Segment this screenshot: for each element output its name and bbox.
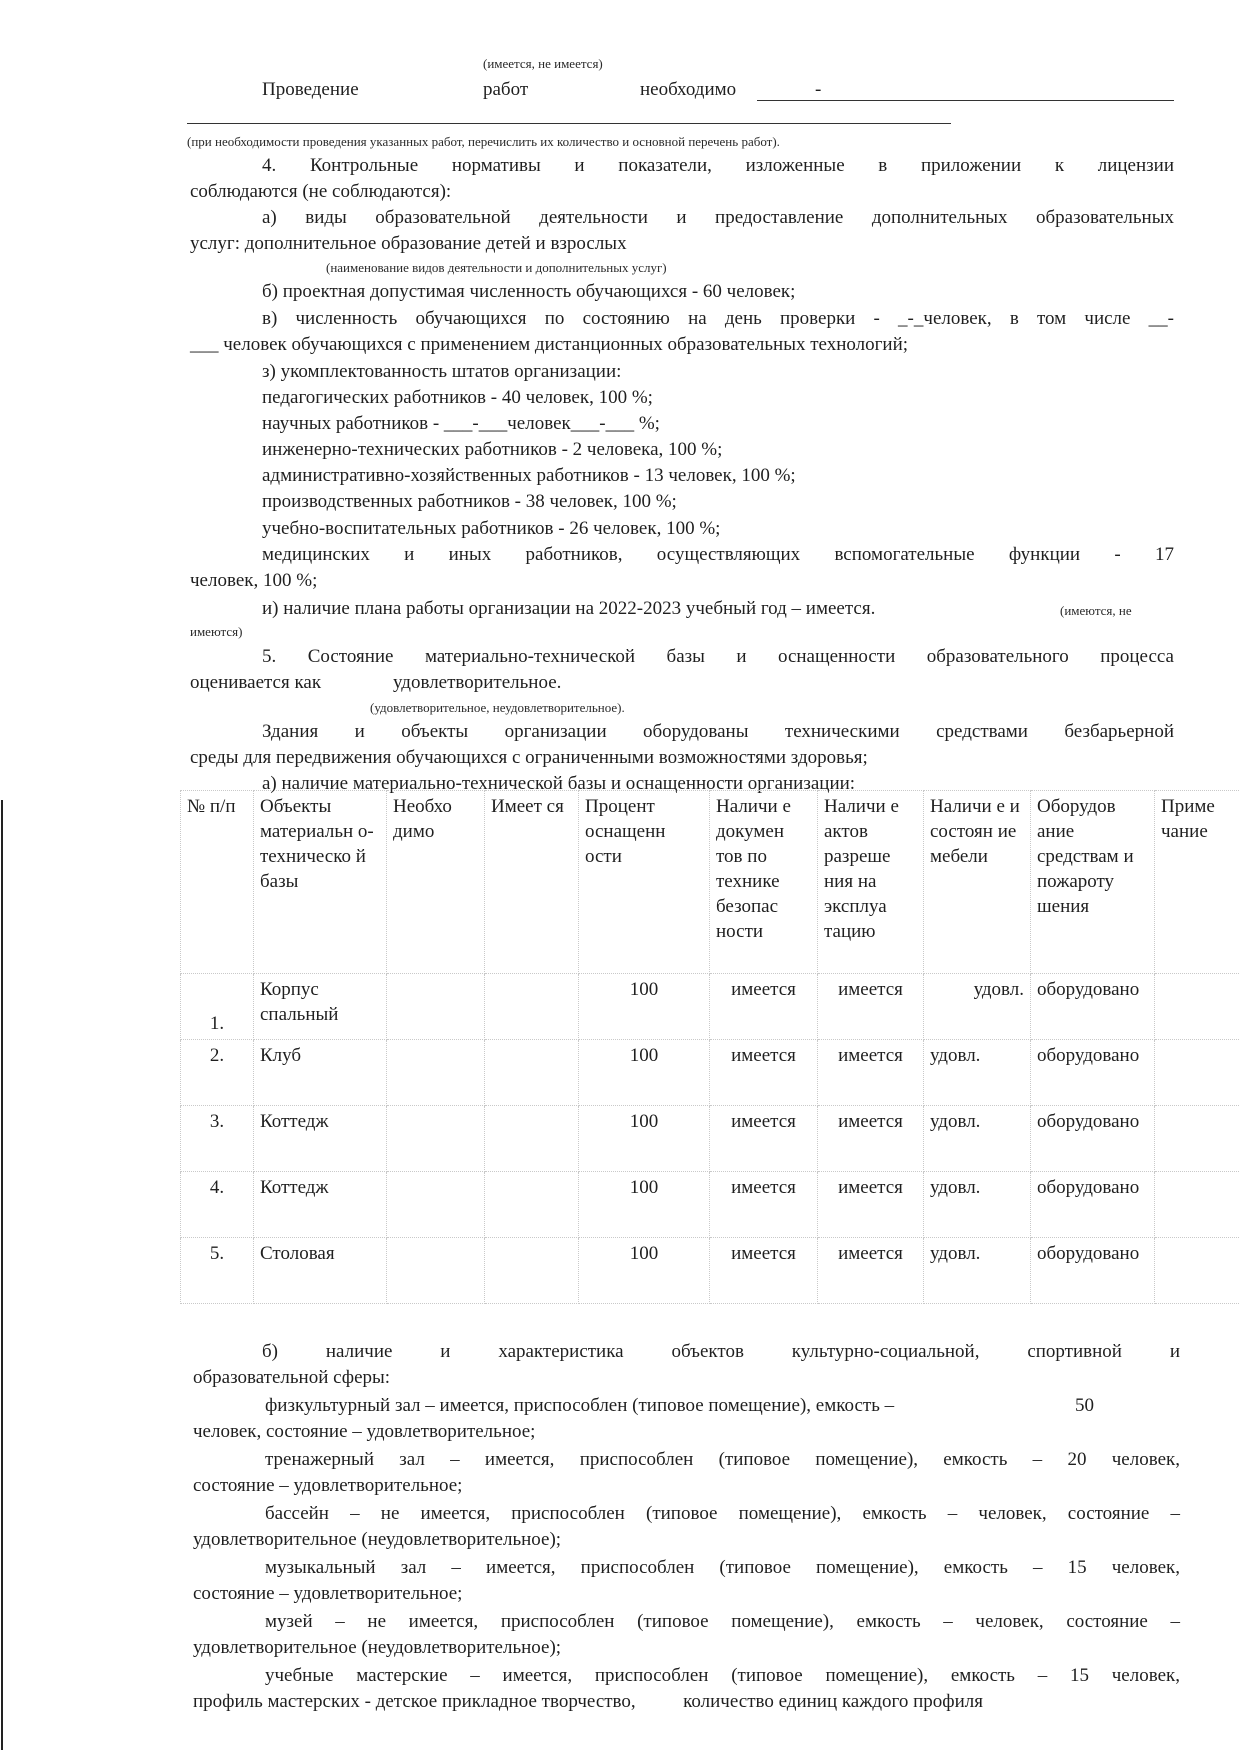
section5-line1: 5. Состояние материально-технической базы и оснащенности образовательного процесса [262,646,1174,667]
section4-i-line: и) наличие плана работы организации на 2022-2023 учебный год – имеется. [262,598,876,619]
facility-museum-line1: музей – не имеется, приспособлен (типовое помещение), емкость – человек, состояние – [265,1611,1180,1632]
caption-available: (имеется, не имеется) [483,56,603,71]
facility-gym-capacity: 50 [1075,1395,1094,1416]
row-number: 5. [181,1238,254,1304]
needed-label: необходимо [640,79,737,100]
section-b-heading-line2: образовательной сферы: [193,1367,391,1388]
header-note: Приме чание [1155,791,1240,974]
facility-pool-line2: удовлетворительное (неудовлетворительное); [193,1529,562,1550]
row-has [485,1040,579,1106]
row-safety-docs: имеется [710,1238,818,1304]
row-percent: 100 [579,974,710,1040]
header-has: Имеет ся [485,791,579,974]
staff-engineering: инженерно-технических работников - 2 человека, 100 %; [262,439,723,460]
facility-workshops-line2: профиль мастерских - детское прикладное творчество, количество единиц каждого профиля [193,1691,983,1712]
section5-caption: (удовлетворительное, неудовлетворительное). [370,700,625,715]
header-needed: Необхо димо [387,791,485,974]
table-row [181,1172,1240,1238]
row-has [485,1238,579,1304]
row-has [485,1106,579,1172]
header-furniture: Наличи е и состоян ие мебели [924,791,1031,974]
section4-a-line2: услуг: дополнительное образование детей и взрослых [190,233,627,254]
row-permit-acts: имеется [818,1238,924,1304]
conduct-label: Проведение [262,79,359,100]
row-furniture: удовл. [924,1172,1031,1238]
section4-intro-line2: соблюдаются (не соблюдаются): [190,181,452,202]
row-note [1155,1106,1240,1172]
table-row [181,1106,1240,1172]
section4-intro-line1: 4. Контрольные нормативы и показатели, изложенные в приложении к лицензии [262,155,1174,176]
row-permit-acts: имеется [818,974,924,1040]
row-percent: 100 [579,1040,710,1106]
facility-workshops-line1: учебные мастерские – имеется, приспособлен (типовое помещение), емкость – 15 человек, [265,1665,1180,1686]
section4-i-caption-a: (имеются, не [1060,603,1132,618]
row-fire-equipment: оборудовано [1031,1106,1155,1172]
row-number: 2. [181,1040,254,1106]
row-object: Коттедж [254,1106,387,1172]
table-row [181,974,1240,1040]
row-furniture: удовл. [924,1106,1031,1172]
table-row [181,1040,1240,1106]
staff-medical-line2: человек, 100 %; [190,570,318,591]
section5-buildings-line1: Здания и объекты организации оборудованы техническими средствами безбарьерной [262,721,1174,742]
caption-works: (при необходимости проведения указанных работ, перечислить их количество и основной перечень работ). [187,134,780,149]
row-has [485,1172,579,1238]
row-fire-equipment: оборудовано [1031,1238,1155,1304]
staff-administrative: административно-хозяйственных работников - 13 человек, 100 %; [262,465,796,486]
row-note [1155,1238,1240,1304]
section4-a-line1: а) виды образовательной деятельности и предоставление дополнительных образовательных [262,207,1174,228]
header-object: Объекты материальн о-техническо й базы [254,791,387,974]
row-safety-docs: имеется [710,974,818,1040]
row-needed [387,1106,485,1172]
staff-pedagogical: педагогических работников - 40 человек, 100 %; [262,387,653,408]
section5-buildings-line2: среды для передвижения обучающихся с ограниченными возможностями здоровья; [190,747,868,768]
row-safety-docs: имеется [710,1040,818,1106]
scan-edge-mark [1,800,3,1750]
row-note [1155,1040,1240,1106]
row-note [1155,974,1240,1040]
header-percent: Процент оснащенн ости [579,791,710,974]
section4-b-line: б) проектная допустимая численность обучающихся - 60 человек; [262,281,796,302]
staff-production: производственных работников - 38 человек, 100 %; [262,491,677,512]
equipment-table [180,790,1240,1304]
row-fire-equipment: оборудовано [1031,1040,1155,1106]
section5-line2-label: оценивается как [190,672,322,693]
row-furniture: удовл. [924,1040,1031,1106]
section4-v-line2: ___ человек обучающихся с применением дистанционных образовательных технологий; [190,334,909,355]
row-fire-equipment: оборудовано [1031,1172,1155,1238]
facility-music-line2: состояние – удовлетворительное; [193,1583,463,1604]
row-needed [387,1040,485,1106]
row-percent: 100 [579,1106,710,1172]
row-number: 1. [181,974,254,1040]
staff-educational: учебно-воспитательных работников - 26 человек, 100 %; [262,518,721,539]
header-number: № п/п [181,791,254,974]
facility-museum-line2: удовлетворительное (неудовлетворительное); [193,1637,562,1658]
section4-v-line1: в) численность обучающихся по состоянию на день проверки - _-_человек, в том числе __- [262,308,1174,329]
row-needed [387,974,485,1040]
staff-scientific: научных работников - ___-___человек___-___ %; [262,413,660,434]
row-fire-equipment: оборудовано [1031,974,1155,1040]
section4-i-caption-b: имеются) [190,624,243,639]
header-permit-acts: Наличи е актов разреше ния на эксплуа тацию [818,791,924,974]
facility-fitness-line2: состояние – удовлетворительное; [193,1475,463,1496]
facility-fitness-line1: тренажерный зал – имеется, приспособлен (типовое помещение), емкость – 20 человек, [265,1449,1180,1470]
row-permit-acts: имеется [818,1040,924,1106]
row-object: Клуб [254,1040,387,1106]
row-furniture: удовл. [924,1238,1031,1304]
row-needed [387,1238,485,1304]
row-safety-docs: имеется [710,1106,818,1172]
table-row [181,1238,1240,1304]
row-number: 3. [181,1106,254,1172]
facility-gym-line1: физкультурный зал – имеется, приспособлен (типовое помещение), емкость – [265,1395,895,1416]
row-note [1155,1172,1240,1238]
row-furniture: удовл. [924,974,1031,1040]
row-permit-acts: имеется [818,1172,924,1238]
row-number: 4. [181,1172,254,1238]
section-b-heading-line1: б) наличие и характеристика объектов культурно-социальной, спортивной и [262,1341,1180,1362]
section5-line2-value: удовлетворительное. [393,672,562,693]
row-needed [387,1172,485,1238]
facility-gym-line2: человек, состояние – удовлетворительное; [193,1421,536,1442]
works-label: работ [483,79,529,100]
table-header-row [181,791,1240,974]
section5-a-heading: а) наличие материально-технической базы и оснащенности организации: [262,773,856,794]
header-fire-equipment: Оборудов ание средствам и пожароту шения [1031,791,1155,974]
works-list-line [187,123,951,124]
row-permit-acts: имеется [818,1106,924,1172]
row-object: Корпус спальный [254,974,387,1040]
facility-pool-line1: бассейн – не имеется, приспособлен (типовое помещение), емкость – человек, состояние – [265,1503,1180,1524]
row-safety-docs: имеется [710,1172,818,1238]
section4-a-caption: (наименование видов деятельности и дополнительных услуг) [326,260,667,275]
facility-music-line1: музыкальный зал – имеется, приспособлен (типовое помещение), емкость – 15 человек, [265,1557,1180,1578]
row-percent: 100 [579,1172,710,1238]
row-has [485,974,579,1040]
row-percent: 100 [579,1238,710,1304]
header-safety-docs: Наличи е докумен тов по технике безопас ности [710,791,818,974]
row-object: Коттедж [254,1172,387,1238]
staff-medical-line1: медицинских и иных работников, осуществляющих вспомогательные функции - 17 [262,544,1174,565]
section4-z-line: з) укомплектованность штатов организации: [262,361,622,382]
row-object: Столовая [254,1238,387,1304]
needed-value: - [815,79,822,100]
